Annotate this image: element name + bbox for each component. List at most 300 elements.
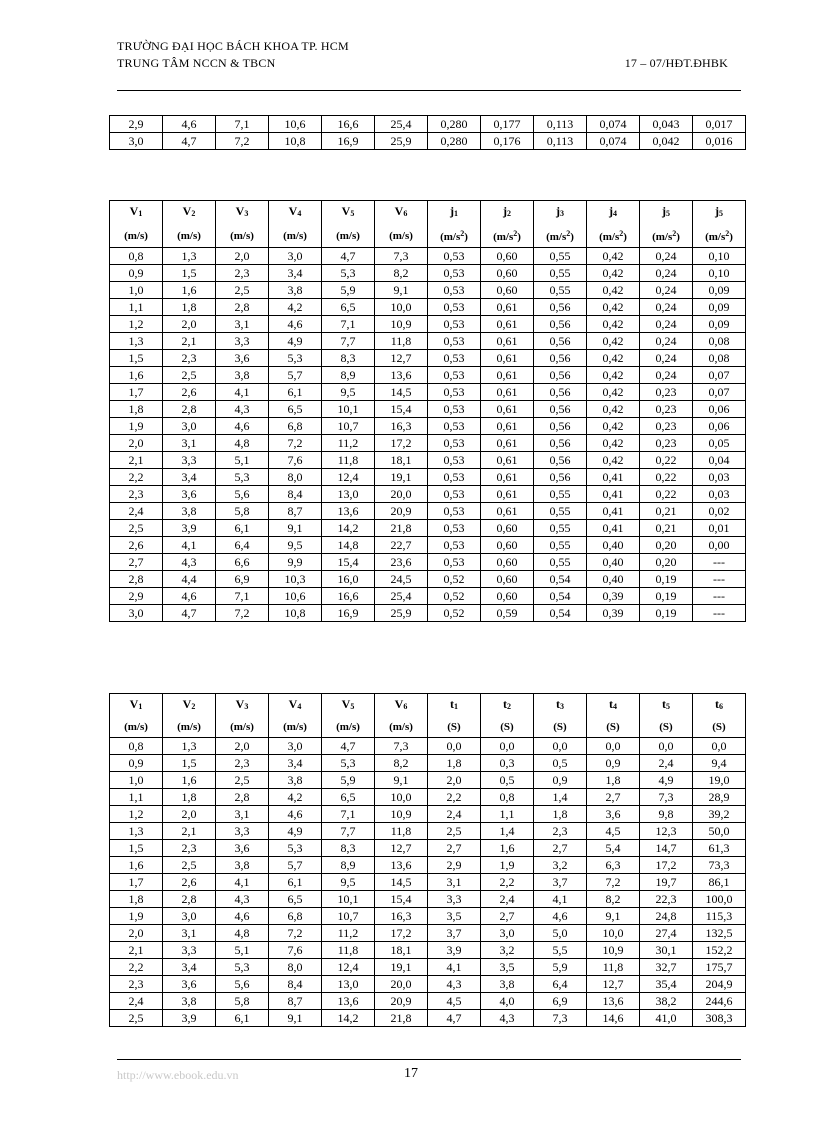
table-cell: 4,6 <box>163 588 216 605</box>
table-cell: 0,23 <box>640 418 693 435</box>
table-cell: 6,1 <box>216 1010 269 1027</box>
table-cell: 4,9 <box>640 772 693 789</box>
table-cell: 3,8 <box>216 367 269 384</box>
table-cell: 3,0 <box>269 738 322 755</box>
table-cell: 0,53 <box>428 248 481 265</box>
table-cell: 35,4 <box>640 976 693 993</box>
table-row <box>110 959 746 976</box>
unit-text: (m/s) <box>336 721 360 733</box>
table-cell: 175,7 <box>693 959 746 976</box>
table-cell: 2,9 <box>110 588 163 605</box>
table-cell: 5,9 <box>322 282 375 299</box>
table-cell: 8,3 <box>322 840 375 857</box>
table-cell: 0,23 <box>640 401 693 418</box>
table-row <box>110 755 746 772</box>
table-cell: 10,7 <box>322 418 375 435</box>
table-cell: 0,0 <box>428 738 481 755</box>
unit-text: (m/s) <box>177 721 201 733</box>
table-cell: 20,9 <box>375 993 428 1010</box>
table-cell: 6,5 <box>322 789 375 806</box>
table-cell: 4,3 <box>481 1010 534 1027</box>
table-cell: 0,24 <box>640 282 693 299</box>
table-cell: 0,55 <box>534 520 587 537</box>
table-cell: 0,56 <box>534 350 587 367</box>
table-cell: 0,55 <box>534 537 587 554</box>
unit-close: ) <box>517 231 521 243</box>
header-row-units <box>110 224 746 248</box>
table-cell: 4,8 <box>216 435 269 452</box>
table-cell: 0,04 <box>693 452 746 469</box>
table-cell: 3,0 <box>269 248 322 265</box>
table-cell: 2,8 <box>163 891 216 908</box>
center-name: TRUNG TÂM NCCN & TBCN <box>117 56 276 70</box>
table-cell: 13,6 <box>587 993 640 1010</box>
table-cell: 10,9 <box>375 316 428 333</box>
table-cell: 0,60 <box>481 265 534 282</box>
table-cell: 6,5 <box>269 891 322 908</box>
table-cell: 2,5 <box>216 282 269 299</box>
table-cell: 2,7 <box>587 789 640 806</box>
table-cell: 8,2 <box>375 755 428 772</box>
table-cell: 1,5 <box>110 840 163 857</box>
column-header-symbol <box>269 694 322 718</box>
table-cell: 22,7 <box>375 537 428 554</box>
table-cell: 1,6 <box>110 367 163 384</box>
table-cell: 3,9 <box>428 942 481 959</box>
symbol-subscript: 6 <box>403 209 408 218</box>
table-cell: 0,016 <box>693 133 746 150</box>
table-cell: 0,53 <box>428 333 481 350</box>
table-cell: 30,1 <box>640 942 693 959</box>
symbol-text: j <box>609 204 613 218</box>
table-cell: 21,8 <box>375 520 428 537</box>
table-cell: 3,1 <box>428 874 481 891</box>
table-cell: --- <box>693 605 746 622</box>
table-cell: 0,09 <box>693 282 746 299</box>
table-cell: 10,7 <box>322 908 375 925</box>
table-row <box>110 976 746 993</box>
table-cell: 0,61 <box>481 299 534 316</box>
column-header-unit <box>269 224 322 248</box>
column-header-symbol <box>534 201 587 225</box>
table-row <box>110 401 746 418</box>
table-cell: 7,2 <box>269 435 322 452</box>
unit-exponent: 2 <box>672 229 677 238</box>
table-cell: 10,0 <box>375 299 428 316</box>
table-cell: 0,07 <box>693 384 746 401</box>
table-cell: 2,5 <box>163 857 216 874</box>
table-row <box>110 265 746 282</box>
table-cell: 0,60 <box>481 537 534 554</box>
unit-text: (m/s) <box>124 721 148 733</box>
table-cell: 6,8 <box>269 908 322 925</box>
table-cell: 1,4 <box>481 823 534 840</box>
table-cell: 4,7 <box>163 133 216 150</box>
table-cell: --- <box>693 588 746 605</box>
table-acceleration <box>109 200 746 622</box>
table-cell: 0,5 <box>534 755 587 772</box>
table-row <box>110 418 746 435</box>
table-cell: 1,8 <box>110 401 163 418</box>
table-cell: 8,0 <box>269 469 322 486</box>
column-header-symbol <box>375 694 428 718</box>
table-cell: 0,56 <box>534 435 587 452</box>
table-cell: 1,8 <box>110 891 163 908</box>
column-header-symbol <box>163 694 216 718</box>
table-cell: 23,6 <box>375 554 428 571</box>
table-cell: 0,42 <box>587 435 640 452</box>
unit-exponent: 2 <box>725 229 730 238</box>
table-row <box>110 588 746 605</box>
table-cell: 16,6 <box>322 116 375 133</box>
table-cell: 0,074 <box>587 116 640 133</box>
table-cell: 7,2 <box>587 874 640 891</box>
table-cell: 0,10 <box>693 248 746 265</box>
table-cell: 9,5 <box>322 384 375 401</box>
table-cell: 0,61 <box>481 486 534 503</box>
table-cell: 0,60 <box>481 248 534 265</box>
table-cell: 7,3 <box>375 738 428 755</box>
table-cell: 4,7 <box>322 248 375 265</box>
table-cell: 0,42 <box>587 265 640 282</box>
table-cell: 2,7 <box>428 840 481 857</box>
table-row <box>110 133 746 150</box>
header-divider <box>117 90 741 91</box>
symbol-subscript: 1 <box>454 209 458 218</box>
table-cell: 5,3 <box>269 350 322 367</box>
symbol-text: V <box>288 204 298 218</box>
table-cell: 0,61 <box>481 367 534 384</box>
table-row <box>110 435 746 452</box>
table-cell: 1,1 <box>110 789 163 806</box>
table-cell: 0,24 <box>640 367 693 384</box>
table-cell: 14,8 <box>322 537 375 554</box>
table-cell: 9,4 <box>693 755 746 772</box>
table-time <box>109 693 746 1027</box>
table-cell: 14,7 <box>640 840 693 857</box>
table-cell: 0,8 <box>110 738 163 755</box>
unit-text: (m/s) <box>177 229 201 242</box>
symbol-text: j <box>450 204 454 218</box>
column-header-unit <box>110 224 163 248</box>
table-cell: 8,7 <box>269 993 322 1010</box>
table-cell: 0,19 <box>640 588 693 605</box>
table-cell: 0,41 <box>587 486 640 503</box>
table-cell: 0,55 <box>534 265 587 282</box>
table-cell: 15,4 <box>375 891 428 908</box>
table-cell: 6,8 <box>269 418 322 435</box>
table-cell: 7,1 <box>216 588 269 605</box>
table-cell: 6,4 <box>216 537 269 554</box>
table-cell: 0,53 <box>428 537 481 554</box>
table-cell: 5,6 <box>216 976 269 993</box>
table-cell: 9,9 <box>269 554 322 571</box>
table-row <box>110 738 746 755</box>
table-cell: 9,1 <box>269 1010 322 1027</box>
table-cell: 6,5 <box>322 299 375 316</box>
table-cell: 0,177 <box>481 116 534 133</box>
symbol-subscript: 4 <box>297 209 302 218</box>
table-cell: 0,60 <box>481 571 534 588</box>
table-row <box>110 333 746 350</box>
table-cell: 0,24 <box>640 350 693 367</box>
table-cell: 3,4 <box>269 755 322 772</box>
table-cell: 2,6 <box>110 537 163 554</box>
table-cell: 0,42 <box>587 384 640 401</box>
table-cell: 2,5 <box>216 772 269 789</box>
table-cell: 3,6 <box>163 976 216 993</box>
table-cell: 6,3 <box>587 857 640 874</box>
table-cell: 8,4 <box>269 976 322 993</box>
table-cell: 4,9 <box>269 333 322 350</box>
table-row <box>110 908 746 925</box>
table-row <box>110 282 746 299</box>
table-cell: 12,7 <box>375 840 428 857</box>
table-cell: 0,53 <box>428 367 481 384</box>
table-cell: 8,3 <box>322 350 375 367</box>
table-cell: 3,8 <box>481 976 534 993</box>
table-cell: 0,53 <box>428 503 481 520</box>
table-cell: 25,4 <box>375 116 428 133</box>
table-cell: 0,176 <box>481 133 534 150</box>
table-cell: 0,21 <box>640 520 693 537</box>
table-cell: 18,1 <box>375 942 428 959</box>
table-cell: 0,24 <box>640 248 693 265</box>
table-cell: 0,55 <box>534 486 587 503</box>
table-cell: 0,53 <box>428 316 481 333</box>
table-cell: 9,1 <box>375 772 428 789</box>
table-cell: 25,9 <box>375 605 428 622</box>
table-cell: 0,043 <box>640 116 693 133</box>
table-cell: 0,53 <box>428 384 481 401</box>
table-cell: 2,5 <box>110 1010 163 1027</box>
table-cell: 5,3 <box>216 469 269 486</box>
table-cell: 7,3 <box>534 1010 587 1027</box>
table-cell: 17,2 <box>375 925 428 942</box>
table-cell: 0,39 <box>587 605 640 622</box>
table-cell: 0,39 <box>587 588 640 605</box>
table-cell: 5,1 <box>216 452 269 469</box>
unit-close: ) <box>676 231 680 243</box>
table-cell: 7,7 <box>322 823 375 840</box>
column-header-symbol <box>587 694 640 718</box>
table-cell: 1,5 <box>110 350 163 367</box>
table-cell: 20,0 <box>375 486 428 503</box>
column-header-symbol <box>481 694 534 718</box>
table-cell: 14,2 <box>322 1010 375 1027</box>
table-cell: 7,2 <box>269 925 322 942</box>
table-cell: 0,42 <box>587 418 640 435</box>
table-cell: 3,5 <box>428 908 481 925</box>
table-cell: 1,9 <box>110 418 163 435</box>
table-cell: 16,0 <box>322 571 375 588</box>
table-cell: 0,40 <box>587 571 640 588</box>
symbol-subscript: 2 <box>191 209 196 218</box>
table-cell: 3,2 <box>534 857 587 874</box>
table-cell: 1,6 <box>163 282 216 299</box>
table-cell: 4,7 <box>163 605 216 622</box>
table-cell: 7,2 <box>216 605 269 622</box>
table-cell: 0,05 <box>693 435 746 452</box>
table-cell: 4,6 <box>163 116 216 133</box>
table-cell: 7,1 <box>322 806 375 823</box>
table-cell: 4,6 <box>534 908 587 925</box>
table-cell: 16,3 <box>375 418 428 435</box>
unit-exponent: 2 <box>460 229 465 238</box>
table-cell: 4,6 <box>269 806 322 823</box>
table-cell: 3,0 <box>163 418 216 435</box>
table-cell: 3,8 <box>269 282 322 299</box>
table-cell: 8,0 <box>269 959 322 976</box>
table-cell: 3,0 <box>110 605 163 622</box>
unit-text: (S) <box>606 721 620 733</box>
table-cell: 3,8 <box>163 503 216 520</box>
table-cell: 0,42 <box>587 333 640 350</box>
unit-text: (m/s <box>599 231 620 243</box>
table-cell: 0,60 <box>481 520 534 537</box>
table-cell: 6,1 <box>269 874 322 891</box>
table-cell: 5,3 <box>216 959 269 976</box>
column-header-unit <box>640 717 693 738</box>
table-cell: 2,7 <box>110 554 163 571</box>
symbol-text: j <box>662 204 666 218</box>
table-cell: 2,3 <box>534 823 587 840</box>
table-cell: 0,24 <box>640 333 693 350</box>
table-cell: 1,8 <box>428 755 481 772</box>
table-cell: 0,52 <box>428 605 481 622</box>
table-cell: 16,9 <box>322 133 375 150</box>
unit-text: (S) <box>553 721 567 733</box>
table-cell: 0,09 <box>693 299 746 316</box>
table-cell: 0,53 <box>428 350 481 367</box>
table-row <box>110 452 746 469</box>
table-row <box>110 520 746 537</box>
table-row <box>110 248 746 265</box>
symbol-subscript: 3 <box>560 702 564 711</box>
table-cell: 0,54 <box>534 571 587 588</box>
table-cell: 11,2 <box>322 925 375 942</box>
table-cell: 0,55 <box>534 282 587 299</box>
table-cell: 0,20 <box>640 554 693 571</box>
document-code: 17 – 07/HĐT.ĐHBK <box>624 56 728 70</box>
table-cell: 0,60 <box>481 588 534 605</box>
table-cell: 0,0 <box>640 738 693 755</box>
column-header-symbol <box>216 694 269 718</box>
table-cell: 1,3 <box>163 738 216 755</box>
table-cell: 7,6 <box>269 942 322 959</box>
table-cell: 2,2 <box>481 874 534 891</box>
table-cell: 2,8 <box>216 299 269 316</box>
table-cell: 0,21 <box>640 503 693 520</box>
table-cell: 1,2 <box>110 316 163 333</box>
table-cell: --- <box>693 554 746 571</box>
table-cell: 13,6 <box>322 503 375 520</box>
table-cell: 0,61 <box>481 350 534 367</box>
symbol-text: t <box>715 697 719 711</box>
symbol-text: V <box>235 204 245 218</box>
table-row <box>110 571 746 588</box>
table-cell: 0,042 <box>640 133 693 150</box>
table-cell: 5,9 <box>322 772 375 789</box>
table-cell: 4,6 <box>269 316 322 333</box>
column-header-symbol <box>534 694 587 718</box>
table-cell: 3,0 <box>163 908 216 925</box>
table-cell: 11,8 <box>375 823 428 840</box>
table-cell: 8,4 <box>269 486 322 503</box>
table-cell: 2,3 <box>216 755 269 772</box>
symbol-text: j <box>556 204 560 218</box>
symbol-text: V <box>288 697 298 711</box>
unit-exponent: 2 <box>619 229 624 238</box>
table-cell: 3,6 <box>216 350 269 367</box>
table-cell: 0,61 <box>481 401 534 418</box>
table-cell: 0,42 <box>587 248 640 265</box>
table-cell: 2,0 <box>216 248 269 265</box>
table-row <box>110 823 746 840</box>
table-cell: 10,3 <box>269 571 322 588</box>
table-cell: 5,8 <box>216 993 269 1010</box>
table-cell: 1,0 <box>110 282 163 299</box>
table-cell: 1,1 <box>481 806 534 823</box>
table-cell: 2,9 <box>428 857 481 874</box>
table-cell: 19,1 <box>375 469 428 486</box>
table-cell: 1,8 <box>163 789 216 806</box>
table-cell: 2,0 <box>216 738 269 755</box>
table-cell: 4,6 <box>216 908 269 925</box>
table-cell: 0,5 <box>481 772 534 789</box>
unit-text: (m/s <box>493 231 514 243</box>
table-cell: 4,1 <box>163 537 216 554</box>
table-cell: 2,2 <box>110 469 163 486</box>
table-cell: 10,6 <box>269 116 322 133</box>
table-row <box>110 942 746 959</box>
table-cell: 9,1 <box>375 282 428 299</box>
column-header-unit <box>640 224 693 248</box>
symbol-subscript: 4 <box>613 702 617 711</box>
table-cell: 18,1 <box>375 452 428 469</box>
table-cell: 6,9 <box>534 993 587 1010</box>
column-header-unit <box>587 717 640 738</box>
table-cell: 0,8 <box>481 789 534 806</box>
column-header-unit <box>322 224 375 248</box>
table-cell: 0,23 <box>640 435 693 452</box>
table-cell: 61,3 <box>693 840 746 857</box>
table-cell: 0,53 <box>428 452 481 469</box>
table-cell: 2,0 <box>110 925 163 942</box>
table-cell: 0,22 <box>640 486 693 503</box>
symbol-subscript: 2 <box>507 209 511 218</box>
table-cell: 0,01 <box>693 520 746 537</box>
table-cell: 0,56 <box>534 469 587 486</box>
column-header-unit <box>428 224 481 248</box>
symbol-text: t <box>556 697 560 711</box>
table-cell: 4,1 <box>534 891 587 908</box>
table-cell: 0,56 <box>534 367 587 384</box>
table-cell: 2,3 <box>110 486 163 503</box>
table-cell: 0,55 <box>534 248 587 265</box>
table-cell: 3,7 <box>428 925 481 942</box>
table-row <box>110 806 746 823</box>
table-cell: 0,53 <box>428 435 481 452</box>
table-cell: 2,5 <box>163 367 216 384</box>
table-cell: 8,2 <box>375 265 428 282</box>
table-cell: 0,40 <box>587 554 640 571</box>
symbol-text: V <box>182 204 192 218</box>
unit-exponent: 2 <box>566 229 571 238</box>
table-cell: 3,9 <box>163 1010 216 1027</box>
table-cell: 2,3 <box>216 265 269 282</box>
table-cell: 12,4 <box>322 959 375 976</box>
